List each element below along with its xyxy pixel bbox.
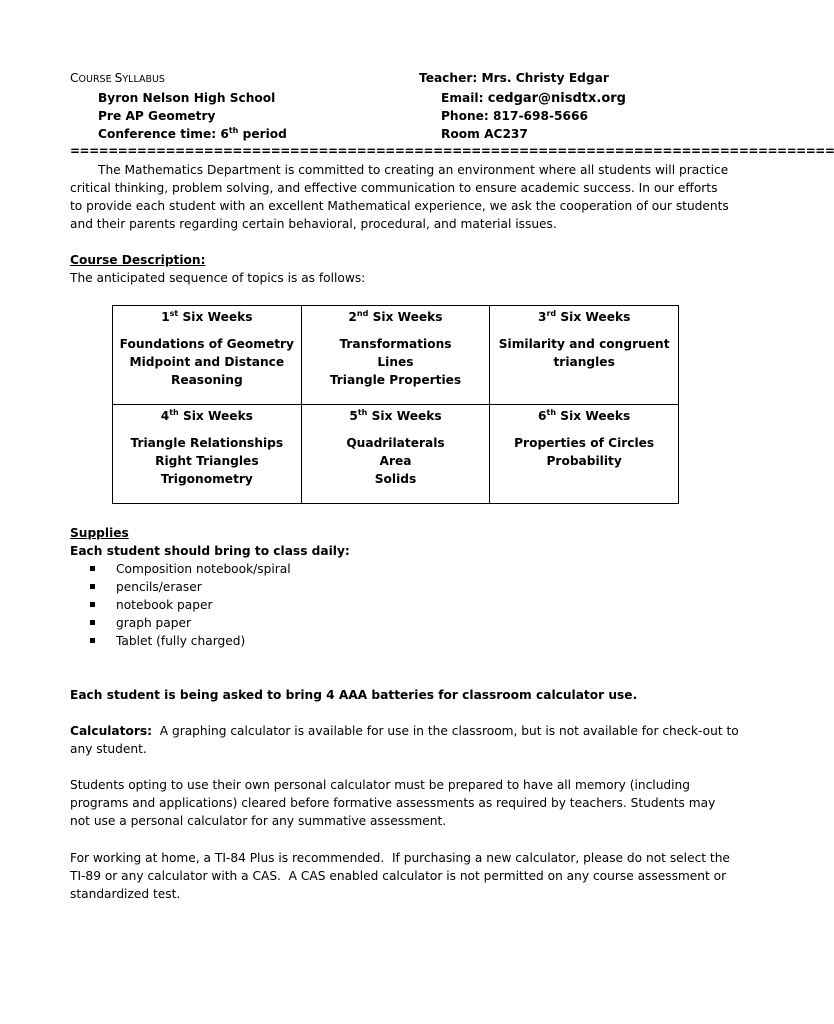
topic-item: triangles	[553, 355, 615, 369]
title-initial-s: S	[114, 71, 123, 85]
topic-heading-1: 1st Six Weeks	[161, 308, 253, 324]
calculators-line-1	[70, 722, 739, 740]
supplies-list	[88, 560, 291, 650]
topic-item: Transformations	[339, 337, 452, 351]
topic-item: Right Triangles	[155, 454, 259, 468]
topics-table	[112, 305, 679, 504]
bullet-icon	[90, 602, 95, 607]
home-calc-line-1: For working at home, a TI-84 Plus is recommended. If purchasing a new calculator, please do not select the	[70, 851, 730, 865]
course-description-subtext: The anticipated sequence of topics is as follows:	[70, 271, 366, 285]
title-rest-1: OURSE	[78, 74, 115, 85]
personal-calc-line-2: programs and applications) cleared before formative assessments as required by teachers. Students may	[70, 796, 716, 810]
topic-cell-1	[113, 306, 302, 405]
bullet-icon	[90, 620, 95, 625]
bullet-icon	[90, 584, 95, 589]
topic-heading-4: 4th Six Weeks	[160, 407, 253, 423]
email-link[interactable]: cedgar@nisdtx.org	[487, 91, 626, 106]
topic-cell-6	[490, 405, 679, 504]
title-rest-2: YLLABUS	[122, 74, 165, 85]
title-initial-c: C	[70, 71, 79, 85]
personal-calc-line-1: Students opting to use their own personal calculator must be prepared to have all memory (including	[70, 778, 690, 792]
intro-line-1: The Mathematics Department is committed to creating an environment where all students will practice	[98, 163, 729, 177]
topic-item: Lines	[377, 355, 414, 369]
topic-heading-2: 2nd Six Weeks	[348, 308, 443, 324]
topic-cell-3	[490, 306, 679, 405]
course-name: Pre AP Geometry	[98, 109, 216, 123]
teacher-phone: Phone: 817-698-5666	[441, 109, 588, 123]
topic-heading-5: 5th Six Weeks	[349, 407, 442, 423]
calculators-line-2: any student.	[70, 742, 147, 756]
bullet-icon	[90, 566, 95, 571]
topic-item: Triangle Properties	[329, 373, 462, 387]
topic-item: Midpoint and Distance	[129, 355, 285, 369]
topic-heading-6: 6th Six Weeks	[538, 407, 631, 423]
teacher-name: Teacher: Mrs. Christy Edgar	[419, 71, 609, 85]
teacher-email	[441, 89, 626, 108]
topic-item: Similarity and congruent	[498, 337, 670, 351]
topic-heading-3: 3rd Six Weeks	[537, 308, 631, 324]
list-item: graph paper	[88, 614, 291, 632]
topic-cell-2	[301, 306, 490, 405]
conference-suffix: period	[238, 127, 287, 141]
supplies-heading: Supplies	[70, 526, 129, 540]
personal-calc-line-3: not use a personal calculator for any summative assessment.	[70, 814, 447, 828]
topic-item: Reasoning	[170, 373, 243, 387]
list-item: pencils/eraser	[88, 578, 291, 596]
batteries-note: Each student is being asked to bring 4 AAA batteries for classroom calculator use.	[70, 688, 638, 702]
topic-item: Solids	[374, 472, 417, 486]
home-calc-line-3: standardized test.	[70, 887, 181, 901]
home-calc-line-2: TI-89 or any calculator with a CAS. A CAS enabled calculator is not permitted on any course assessment or	[70, 869, 727, 883]
conference-time	[98, 125, 287, 143]
conference-prefix: Conference time: 6	[98, 127, 229, 141]
intro-line-4: and their parents regarding certain behavioral, procedural, and material issues.	[70, 217, 557, 231]
list-item: Tablet (fully charged)	[88, 632, 291, 650]
topic-item: Trigonometry	[160, 472, 253, 486]
separator-rule: ================================================================================	[70, 144, 834, 158]
intro-line-3: to provide each student with an excellent Mathematical experience, we ask the cooperation of our students	[70, 199, 729, 213]
topic-item: Area	[379, 454, 412, 468]
intro-line-2: critical thinking, problem solving, and effective communication to ensure academic success. In our efforts	[70, 181, 718, 195]
bullet-icon	[90, 638, 95, 643]
conference-sup: th	[228, 125, 239, 135]
topic-cell-4	[113, 405, 302, 504]
supplies-intro: Each student should bring to class daily:	[70, 544, 350, 558]
topic-item: Foundations of Geometry	[119, 337, 295, 351]
topic-item: Probability	[546, 454, 622, 468]
course-syllabus-title	[70, 69, 165, 89]
school-name: Byron Nelson High School	[98, 91, 276, 105]
list-item: notebook paper	[88, 596, 291, 614]
topic-item: Quadrilaterals	[346, 436, 445, 450]
list-item: Composition notebook/spiral	[88, 560, 291, 578]
email-label: Email:	[441, 91, 488, 105]
topic-item: Triangle Relationships	[130, 436, 284, 450]
course-description-heading: Course Description:	[70, 253, 206, 267]
calculators-label: Calculators:	[70, 724, 152, 738]
topic-item: Properties of Circles	[514, 436, 655, 450]
calculators-text: A graphing calculator is available for use in the classroom, but is not available for check-out to	[152, 724, 739, 738]
teacher-room: Room AC237	[441, 127, 528, 141]
topic-cell-5	[301, 405, 490, 504]
